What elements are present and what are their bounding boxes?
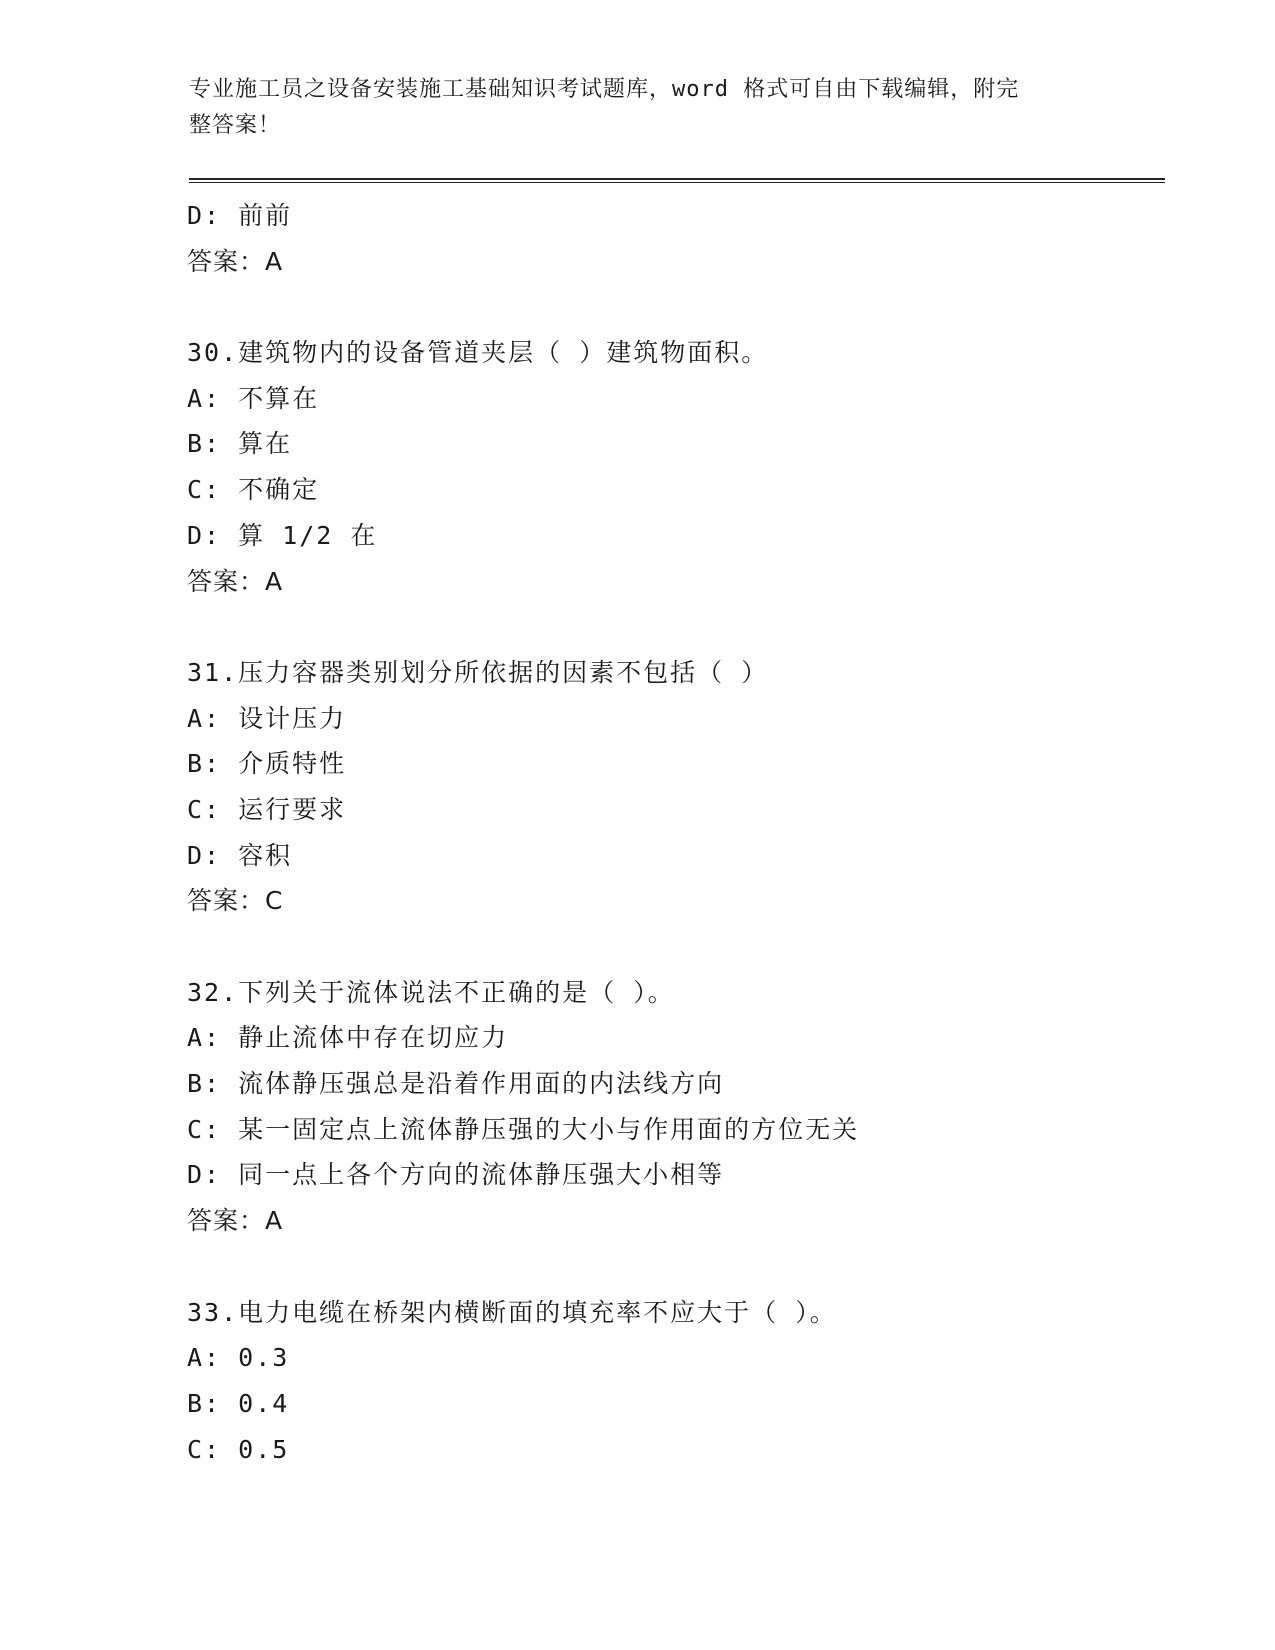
option-b: B: 0.4	[187, 1388, 290, 1418]
option-c: C: 不确定	[187, 475, 320, 505]
option-c: C: 0.5	[187, 1434, 290, 1464]
question-text: 33.电力电缆在桥架内横断面的填充率不应大于（ ）。	[187, 1297, 837, 1327]
option-b: B: 流体静压强总是沿着作用面的内法线方向	[187, 1069, 725, 1099]
option-a: A: 不算在	[187, 383, 320, 413]
option-b: B: 介质特性	[187, 749, 347, 779]
option-b: B: 算在	[187, 429, 293, 459]
question-text: 32.下列关于流体说法不正确的是（ ）。	[187, 977, 675, 1007]
option-a: A: 静止流体中存在切应力	[187, 1023, 509, 1053]
answer-line: 答案：A	[187, 1206, 284, 1236]
question-text: 31.压力容器类别划分所依据的因素不包括（ ）	[187, 657, 769, 687]
option-d: D: 同一点上各个方向的流体静压强大小相等	[187, 1160, 725, 1190]
header-line-1: 专业施工员之设备安装施工基础知识考试题库，word 格式可自由下载编辑，附完	[189, 77, 1020, 102]
option-a: A: 0.3	[187, 1343, 290, 1373]
option-c: C: 运行要求	[187, 794, 347, 824]
question-block-31	[187, 650, 1167, 924]
answer-line: 答案：A	[187, 246, 284, 276]
option-d: D: 容积	[187, 840, 293, 870]
question-text: 30.建筑物内的设备管道夹层（ ）建筑物面积。	[187, 338, 769, 368]
option-d: D: 前前	[187, 201, 293, 230]
question-list	[187, 193, 1167, 1472]
page-header	[189, 72, 1089, 144]
option-d: D: 算 1/2 在	[187, 520, 378, 550]
header-line-2: 整答案！	[189, 113, 282, 138]
question-block-30	[187, 330, 1167, 604]
option-c: C: 某一固定点上流体静压强的大小与作用面的方位无关	[187, 1114, 860, 1144]
question-block-29	[187, 193, 1167, 284]
answer-line: 答案：C	[187, 886, 284, 916]
question-block-33	[187, 1290, 1167, 1473]
option-a: A: 设计压力	[187, 703, 347, 733]
header-divider	[189, 178, 1165, 183]
question-block-32	[187, 970, 1167, 1244]
answer-line: 答案：A	[187, 566, 284, 596]
